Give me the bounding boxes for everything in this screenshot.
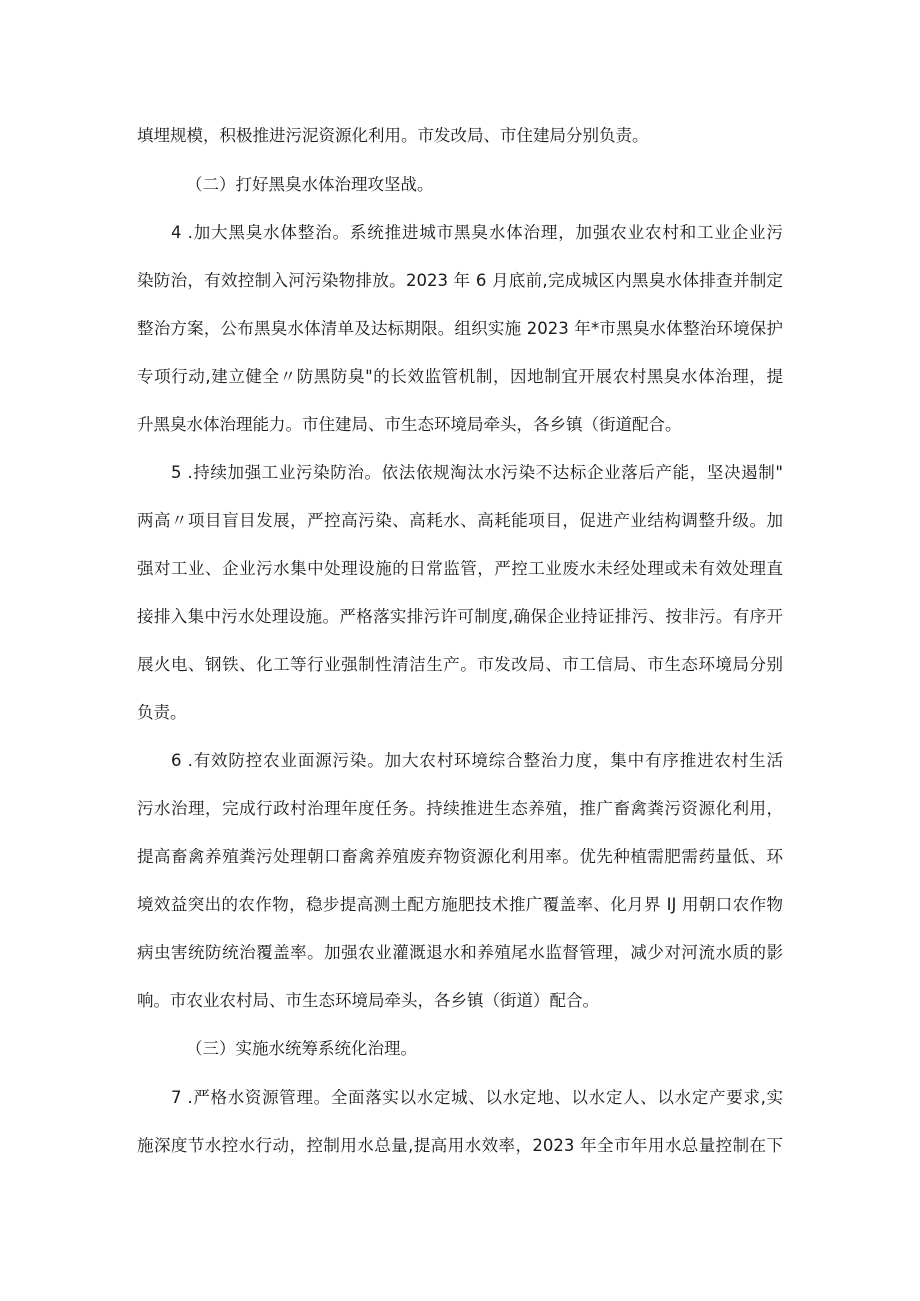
text-line: 6 .有效防控农业面源污染。加大农村环境综合整治力度，集中有序推进农村生活	[171, 751, 783, 770]
text-line: 强对工业、企业污水集中处理设施的日常监管，严控工业废水未经处理或未有效处理直	[137, 559, 783, 578]
text-line: 7 .严格水资源管理。全面落实以水定城、以水定地、以水定人、以水定产要求,实	[171, 1088, 783, 1107]
text-line: 5 .持续加强工业污染防治。依法依规淘汰水污染不达标企业落后产能，坚决遏制"	[171, 463, 783, 482]
text-line: 专项行动,建立健全〃防黑防臭"的长效监管机制，因地制宜开展农村黑臭水体治理，提	[137, 367, 783, 386]
text-line: 境效益突出的农作物，稳步提高测土配方施肥技术推广覆盖率、化月界 IJ 用朝口农作物	[137, 895, 783, 914]
text-line: 两高〃项目盲目发展，严控高污染、高耗水、高耗能项目，促进产业结构调整升级。加	[137, 511, 783, 530]
text-line: 施深度节水控水行动，控制用水总量,提高用水效率，2023 年全市年用水总量控制在下	[137, 1136, 783, 1155]
text-line: 升黑臭水体治理能力。市住建局、市生态环境局牵头，各乡镇（街道配合。	[137, 415, 682, 434]
text-line: 接排入集中污水处理设施。严格落实排污许可制度,确保企业持证排污、按非污。有序开	[137, 607, 783, 626]
text-line: 4 .加大黑臭水体整治。系统推进城市黑臭水体治理，加强农业农村和工业企业污	[171, 223, 783, 242]
text-line: 负责。	[137, 703, 187, 722]
section-heading: （二）打好黑臭水体治理攻坚战。	[186, 175, 434, 194]
text-line: 提高畜禽养殖粪污处理朝口畜禽养殖废弃物资源化利用率。优先种植需肥需药量低、环	[137, 847, 783, 866]
text-line: 填埋规模，积极推进污泥资源化利用。市发改局、市住建局分别负责。	[137, 126, 649, 145]
section-heading: （三）实施水统筹系统化治理。	[186, 1039, 417, 1058]
text-line: 染防治，有效控制入河污染物排放。2023 年 6 月底前,完成城区内黑臭水体排查并制定	[137, 271, 783, 290]
text-line: 整治方案，公布黑臭水体清单及达标期限。组织实施 2023 年*市黑臭水体整治环境保护	[137, 319, 783, 338]
text-line: 污水治理，完成行政村治理年度任务。持续推进生态养殖，推广畜禽粪污资源化利用，	[137, 799, 783, 818]
text-line: 病虫害统防统治覆盖率。加强农业灌溉退水和养殖尾水监督管理，减少对河流水质的影	[137, 943, 783, 962]
text-line: 响。市农业农村局、市生态环境局牵头，各乡镇（街道）配合。	[137, 991, 599, 1010]
text-line: 展火电、钢铁、化工等行业强制性清洁生产。市发改局、市工信局、市生态环境局分别	[137, 655, 783, 674]
